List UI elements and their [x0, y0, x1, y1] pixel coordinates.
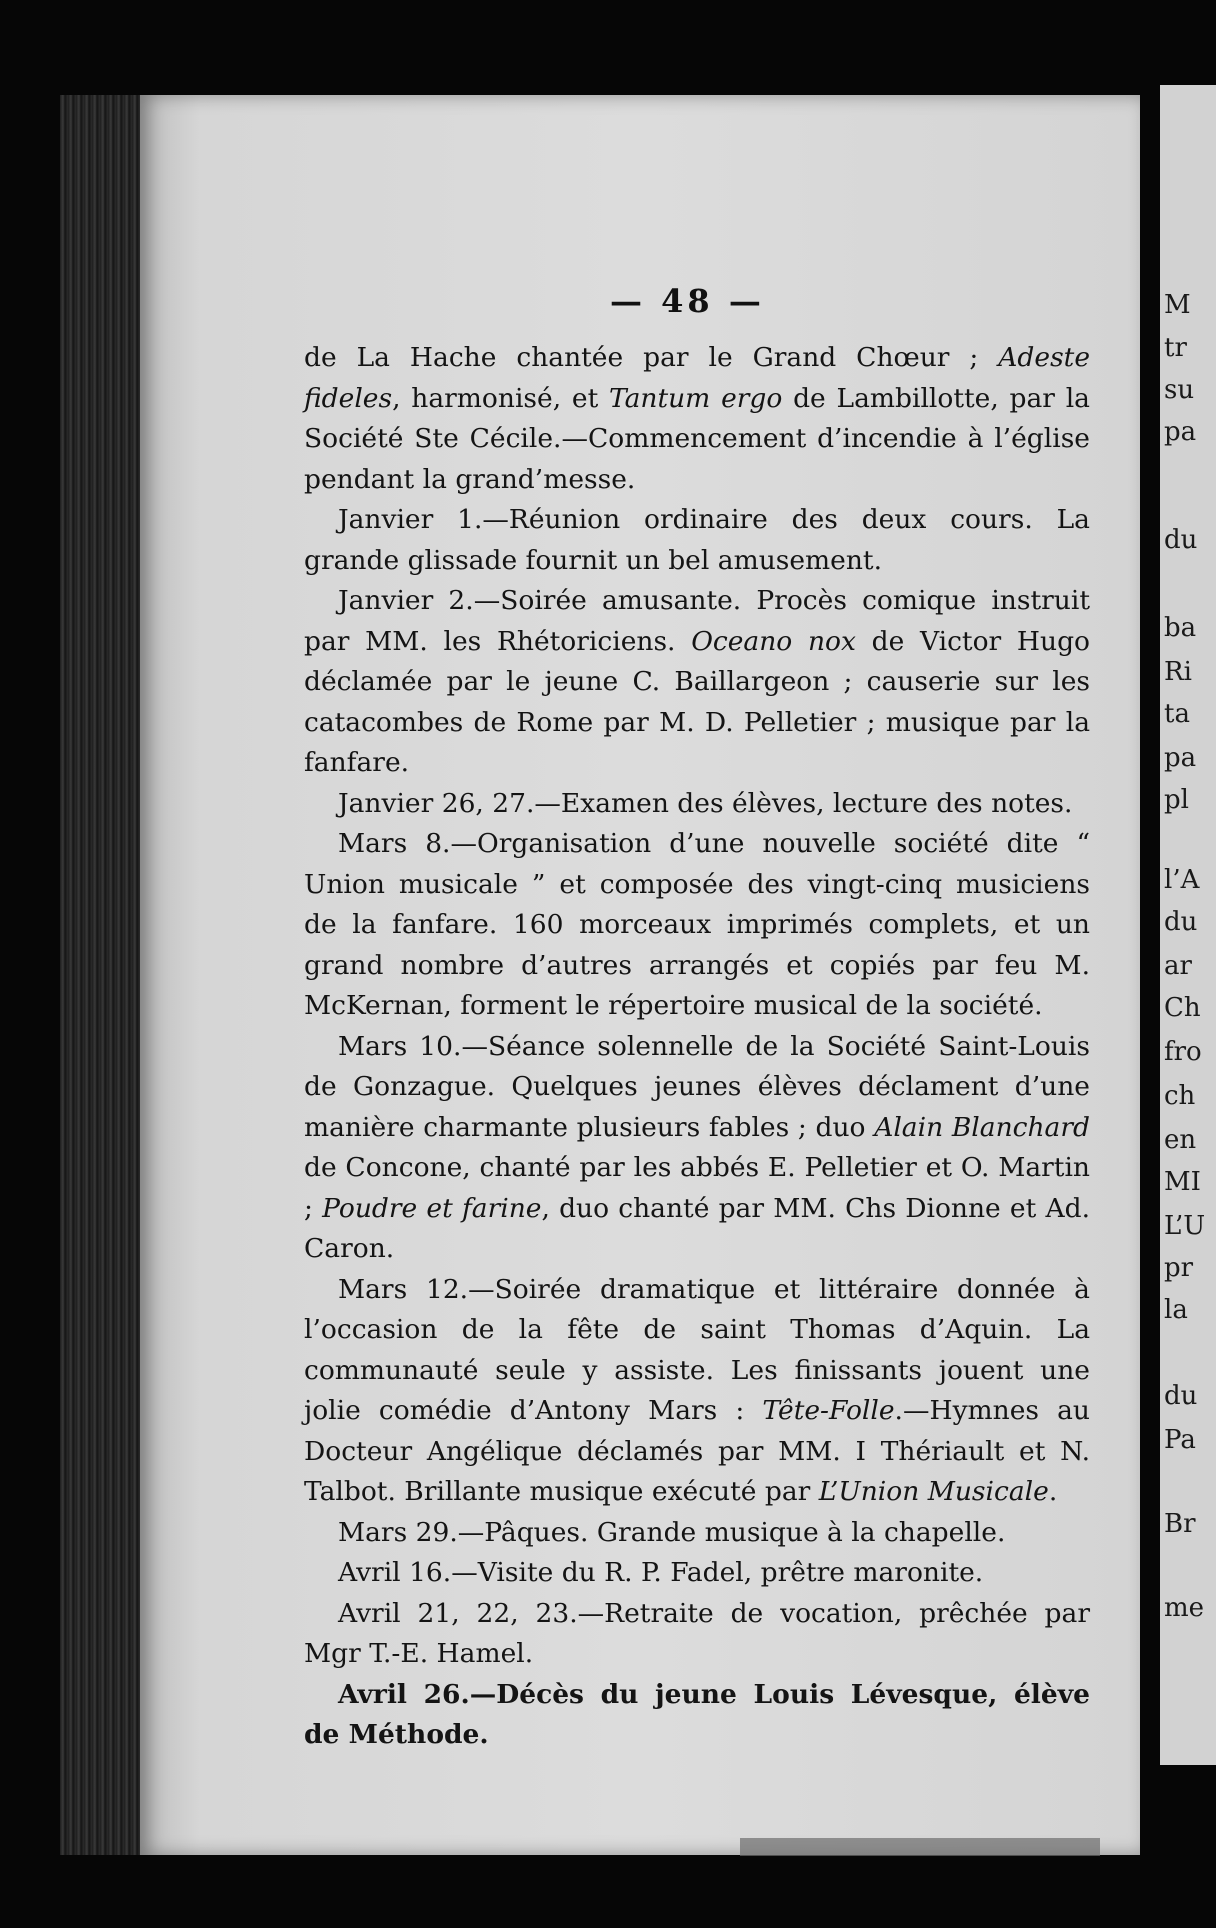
italic-title: Poudre et farine	[322, 1192, 542, 1224]
next-page-fragment: Pa	[1164, 1425, 1196, 1455]
book-binding-edge	[60, 95, 150, 1855]
text-run: .	[1048, 1476, 1058, 1507]
text-run: .—Hymnes au Docteur Angélique déclamés par MM. I Thériault et N. Talbot. Brillante musique exécuté par	[304, 1395, 1090, 1507]
next-page-fragment: ta	[1164, 699, 1190, 729]
italic-title: Oceano nox	[691, 625, 856, 657]
next-page-fragment: Ri	[1164, 657, 1192, 687]
next-page-fragment: du	[1164, 525, 1198, 555]
chronicle-entry: Avril 26.—Décès du jeune Louis Lévesque, élève de Méthode.	[304, 1678, 1090, 1750]
next-page-fragment: su	[1164, 375, 1195, 405]
next-page-fragment: ch	[1164, 1081, 1196, 1111]
italic-title: Tête-Folle	[762, 1395, 895, 1426]
continued-paragraph	[304, 338, 1090, 500]
next-page-fragment: Ch	[1164, 993, 1201, 1023]
chronicle-entry: Avril 21, 22, 23.—Retraite de vocation, prêchée par Mgr T.-E. Hamel.	[304, 1597, 1090, 1669]
text-run: de La Hache chantée par le Grand Chœur ;	[304, 342, 999, 373]
next-page-fragment: pl	[1164, 785, 1189, 815]
next-page-fragment: du	[1164, 1381, 1198, 1411]
next-page-fragment: tr	[1164, 333, 1187, 363]
next-page-fragment: ba	[1164, 613, 1197, 643]
text-run: Mars 10.—Séance solennelle de la Société Saint-Louis de Gonzague. Quelques jeunes élèves déclament d’une manière charmante plusieurs fables ; duo	[304, 1030, 1090, 1143]
next-page-fragment: fro	[1164, 1037, 1202, 1067]
next-page-fragment: M	[1164, 290, 1191, 320]
text-run: Janvier 2.—Soirée amusante. Procès comique instruit par MM. les Rhétoriciens.	[304, 585, 1090, 657]
chronicle-entry: Janvier 26, 27.—Examen des élèves, lecture des notes.	[338, 787, 1073, 819]
chronicle-entry	[304, 581, 1090, 784]
next-page-fragment: pr	[1164, 1253, 1194, 1283]
chronicle-entry	[304, 1027, 1090, 1270]
next-page-fragment: Br	[1164, 1509, 1196, 1539]
page-body-text	[304, 338, 1090, 1756]
next-page-fragment: du	[1164, 907, 1198, 937]
next-page-fragment: MI	[1164, 1167, 1201, 1197]
next-page-fragment: pa	[1164, 417, 1197, 447]
text-run: , duo chanté par MM. Chs Dionne et Ad. Caron.	[304, 1192, 1090, 1264]
next-page-fragment: L’U	[1164, 1211, 1206, 1241]
next-page-fragment: pa	[1164, 743, 1197, 773]
chronicle-entry: Avril 16.—Visite du R. P. Fadel, prêtre maronite.	[338, 1557, 984, 1588]
chronicle-entry: Mars 8.—Organisation d’une nouvelle société dite “ Union musicale ” et composée des vingt-cinq musiciens de la fanfare. 160 morceaux imprimés complets, et un grand nombre d’autres arrangés et copiés par feu M. McKernan, forment le répertoire musical de la société.	[304, 828, 1090, 1021]
chronicle-entry	[304, 1270, 1090, 1513]
page-number: — 48 —	[610, 282, 765, 320]
italic-title: Tantum ergo	[608, 382, 783, 414]
next-page-fragment: ar	[1164, 951, 1192, 981]
italic-title: Adeste fideles	[304, 342, 1090, 414]
italic-title: Alain Blanchard	[874, 1111, 1090, 1143]
text-run: Mars 12.—Soirée dramatique et littéraire donnée à l’occasion de la fête de saint Thomas d’Aquin. La communauté seule y assiste. Les finissants jouent une jolie comédie d’Antony Mars :	[304, 1273, 1090, 1426]
next-page-fragment: me	[1164, 1593, 1205, 1623]
text-run: de Lambillotte, par la Société Ste Cécile.—Commencement d’incendie à l’église pendant la grand’messe.	[304, 382, 1090, 495]
next-page-fragment: en	[1164, 1125, 1197, 1155]
text-run: de Concone, chanté par les abbés E. Pelletier et O. Martin ;	[304, 1152, 1090, 1224]
italic-title: L’Union Musicale	[818, 1476, 1049, 1507]
next-page-fragment: la	[1164, 1295, 1188, 1325]
page-bottom-shadow	[740, 1838, 1100, 1856]
chronicle-entry: Mars 29.—Pâques. Grande musique à la chapelle.	[338, 1516, 1006, 1548]
chronicle-entry: Janvier 1.—Réunion ordinaire des deux cours. La grande glissade fournit un bel amusement.	[304, 504, 1090, 576]
text-run: , harmonisé, et	[392, 382, 609, 414]
text-run: de Victor Hugo déclamée par le jeune C. Baillargeon ; causerie sur les catacombes de Rome par M. D. Pelletier ; musique par la fanfare.	[304, 625, 1090, 778]
adjacent-page-strip	[1160, 85, 1216, 1765]
next-page-fragment: l’A	[1164, 865, 1200, 895]
